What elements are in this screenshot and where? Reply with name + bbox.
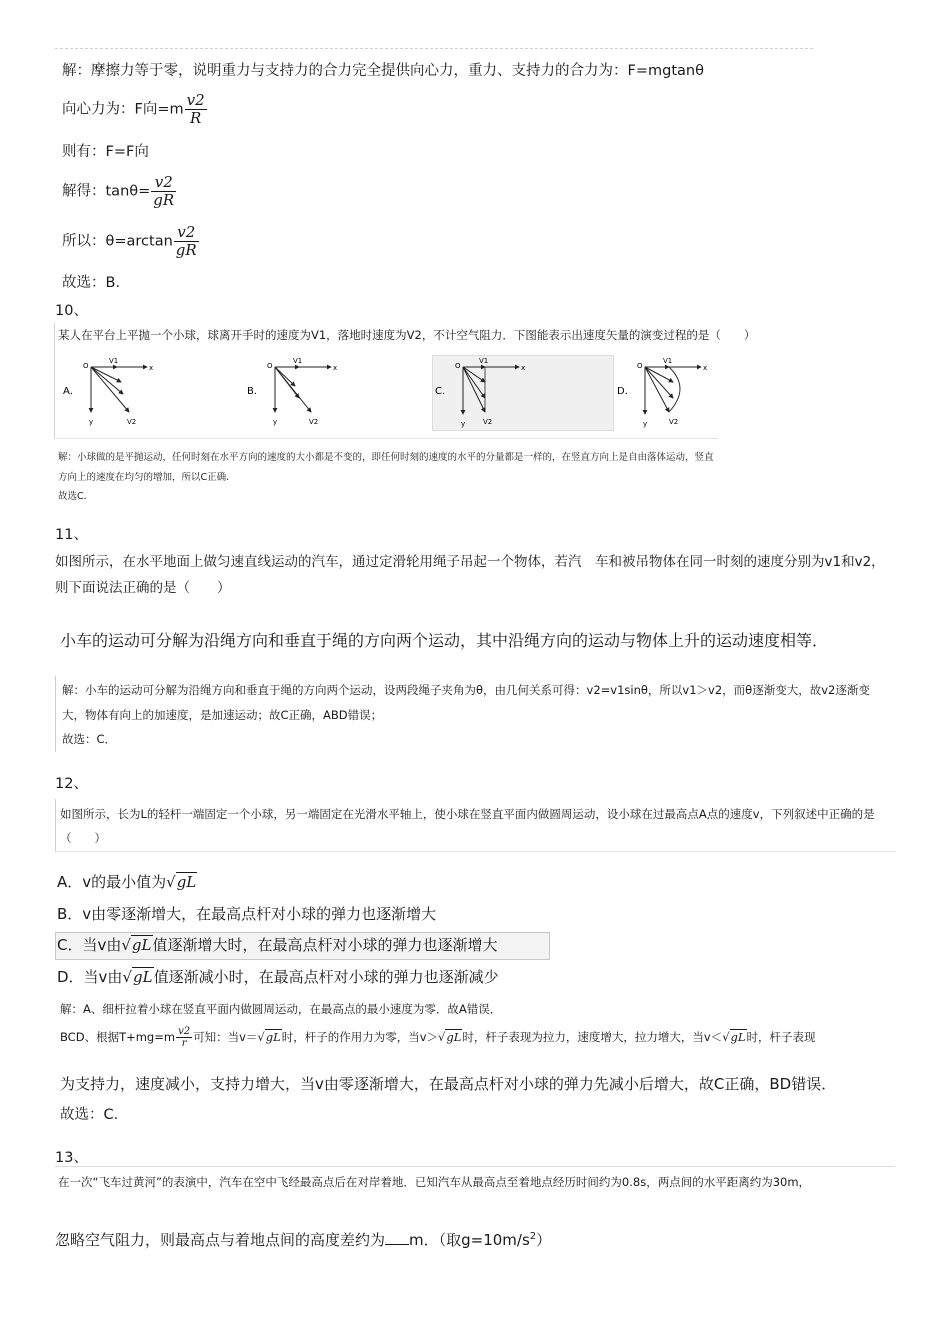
- v1-label: V1: [479, 357, 489, 365]
- radicand: gL: [131, 936, 152, 954]
- sqrt-gL: √gL: [166, 873, 197, 891]
- origin-label: O: [83, 362, 89, 370]
- q13-line2: [55, 1226, 551, 1251]
- q10-diagrams: [55, 352, 717, 434]
- velocity-vector: [463, 367, 485, 412]
- q10-opt-c-label: C．: [435, 386, 452, 397]
- arc-curve: [669, 367, 680, 412]
- q9-line4-prefix: 解得：tanθ=: [62, 183, 151, 200]
- q12-option-c: [57, 934, 498, 956]
- q13-line2-post: m．（取g=10m/s: [409, 1231, 530, 1249]
- origin-label: O: [267, 362, 273, 370]
- frac-num: v2: [178, 1026, 191, 1037]
- v2-label: V2: [669, 418, 679, 426]
- frac-den: R: [189, 109, 202, 127]
- sol2-a: BCD、根据T+mg=m: [60, 1030, 176, 1044]
- opt-a-text: A．v的最小值为: [57, 873, 167, 891]
- y-label: y: [461, 420, 466, 428]
- velocity-vector: [463, 367, 485, 398]
- q9-frac-v2-gR: [151, 174, 176, 209]
- q10-answer: 故选C．: [58, 491, 94, 502]
- q11-solution: 解：小车的运动可分解为沿绳方向和垂直于绳的方向两个运动，设两段绳子夹角为θ，由几何关系可得：v2=v1sinθ，所以v1＞v2，而θ逐渐变大，故v2逐渐变大，物体有向上的加速度，是加速运动；故C正确，ABD错误；: [62, 683, 870, 722]
- frac-den: gR: [175, 241, 197, 259]
- q12-option-b: B．v由零逐渐增大，在最高点杆对小球的弹力也逐渐增大: [57, 905, 437, 923]
- q12-option-d: [57, 966, 499, 988]
- superscript-2: 2: [529, 1231, 537, 1242]
- x-label: x: [521, 364, 526, 372]
- frac-den: r: [181, 1038, 187, 1049]
- frac-num: v2: [174, 224, 199, 242]
- q13-number: 13、: [55, 1150, 88, 1166]
- q10-diagram-b: [247, 357, 337, 426]
- q13-divider: [55, 1166, 895, 1168]
- q10-solution: 解：小球做的是平抛运动，任何时刻在水平方向的速度的大小都是不变的，即任何时刻的速度的水平的分量都是一样的，在竖直方向上是自由落体运动，竖直方向上的速度在均匀的增加，所以C正确．: [58, 452, 714, 483]
- sqrt-gL: √gL: [722, 1030, 746, 1044]
- y-label: y: [89, 418, 94, 426]
- q12-question: 如图所示，长为L的轻杆一端固定一个小球，另一端固定在光滑水平轴上，使小球在竖直平面内做圆周运动，设小球在过最高点A点的速度v，下列叙述中正确的是（ ）: [60, 807, 875, 845]
- q10-opt-a-label: A．: [63, 386, 80, 397]
- q13-line2-pre: 忽略空气阻力，则最高点与着地点间的高度差约为: [55, 1231, 386, 1249]
- radicand: gL: [446, 1030, 462, 1044]
- sqrt-gL: √gL: [121, 936, 152, 954]
- q13-question: 在一次“飞车过黄河”的表演中，汽车在空中飞经最高点后在对岸着地．已知汽车从最高点至着地点经历时间约为0.8s，两点间的水平距离约为30m，: [58, 1175, 811, 1189]
- q9-line1: 解：摩擦力等于零，说明重力与支持力的合力完全提供向心力，重力、支持力的合力为：F=mgtanθ: [62, 63, 704, 79]
- q11-analysis: 小车的运动可分解为沿绳方向和垂直于绳的方向两个运动，其中沿绳方向的运动与物体上升的运动速度相等．: [60, 631, 829, 650]
- frac-den: gR: [153, 191, 175, 209]
- q12-option-a: [57, 871, 197, 893]
- x-label: x: [149, 364, 154, 372]
- x-label: x: [333, 364, 338, 372]
- frac-num: v2: [186, 91, 205, 109]
- y-label: y: [273, 418, 278, 426]
- q12-answer: 故选：C．: [60, 1107, 129, 1123]
- radicand: gL: [730, 1030, 746, 1044]
- q13-line2-end: ）: [536, 1231, 552, 1249]
- velocity-vector: [275, 367, 295, 386]
- opt-d-post: 值逐渐减小时，在最高点杆对小球的弹力也逐渐减少: [153, 968, 499, 986]
- v1-label: V1: [293, 357, 303, 365]
- sol2-c: 时，杆子的作用力为零，当v＞: [281, 1030, 439, 1044]
- q9-frac-arctan: [174, 224, 199, 259]
- q11-answer: 故选：C．: [62, 732, 117, 746]
- q10-question: 某人在平台上平抛一个小球，球离开手时的速度为V1，落地时速度为V2，不计空气阻力．下图能表示出速度矢量的演变过程的是（ ）: [58, 328, 756, 342]
- sol2-d: 时，杆子表现为拉力，速度增大，拉力增大，当v＜: [462, 1030, 723, 1044]
- radicand: gL: [133, 968, 153, 986]
- q12-number: 12、: [55, 776, 88, 792]
- q9-line5-prefix: 所以：θ=arctan: [62, 233, 173, 250]
- q9-answer: 故选：B．: [62, 275, 130, 291]
- v1-label: V1: [663, 357, 673, 365]
- q12-solution-1: 解：A、细杆拉着小球在竖直平面内做圆周运动，在最高点的最小速度为零．故A错误．: [60, 1002, 502, 1016]
- q10-diagram-d: [617, 357, 707, 428]
- sqrt-gL: √gL: [122, 968, 153, 986]
- q10-opt-b-label: B．: [247, 386, 264, 397]
- q10-diagram-c: [435, 357, 525, 428]
- origin-label: O: [637, 362, 643, 370]
- v2-label: V2: [127, 418, 137, 426]
- q9-frac-v2-R: [185, 92, 207, 127]
- q9-line5: [62, 224, 200, 259]
- y-label: y: [643, 420, 648, 428]
- velocity-vector: [275, 367, 311, 412]
- q10-opt-d-label: D．: [617, 386, 635, 397]
- velocity-vector: [91, 367, 129, 412]
- frac-num: v2: [151, 174, 176, 192]
- q10-diagram-a: [63, 357, 153, 426]
- opt-c-post: 值逐渐增大时，在最高点杆对小球的弹力也逐渐增大: [152, 936, 498, 954]
- q11-question: 如图所示，在水平地面上做匀速直线运动的汽车，通过定滑轮用绳子吊起一个物体，若汽 车和被吊物体在同一时刻的速度分别为v1和v2，则下面说法正确的是（ ）: [55, 554, 885, 596]
- v2-label: V2: [309, 418, 319, 426]
- sol2-e: 时，杆子表现: [746, 1030, 816, 1044]
- q9-line3: 则有：F=F向: [62, 144, 149, 160]
- q12-solution-3: 为支持力，速度减小，支持力增大，当v由零逐渐增大，在最高点杆对小球的弹力先减小后增大，故C正确，BD错误．: [60, 1075, 837, 1093]
- radicand: gL: [176, 873, 197, 891]
- v2-label: V2: [483, 418, 493, 426]
- top-divider: [55, 48, 813, 49]
- q10-number: 10、: [55, 303, 88, 319]
- origin-label: O: [455, 362, 461, 370]
- opt-c-pre: C．当v由: [57, 936, 122, 954]
- q9-line4: [62, 174, 177, 209]
- frac-v2-r: [176, 1026, 192, 1049]
- sqrt-gL: √gL: [438, 1030, 462, 1044]
- sqrt-gL: √gL: [257, 1030, 281, 1044]
- x-label: x: [703, 364, 708, 372]
- q9-line2: [62, 92, 208, 127]
- v1-label: V1: [109, 357, 119, 365]
- q12-solution-2: [60, 1026, 895, 1049]
- q11-number: 11、: [55, 527, 88, 543]
- sol2-b: 可知：当v＝: [193, 1030, 258, 1044]
- answer-blank[interactable]: [385, 1230, 409, 1245]
- radicand: gL: [265, 1030, 281, 1044]
- q9-line2-prefix: 向心力为：F向=m: [62, 101, 184, 118]
- opt-d-pre: D．当v由: [57, 968, 123, 986]
